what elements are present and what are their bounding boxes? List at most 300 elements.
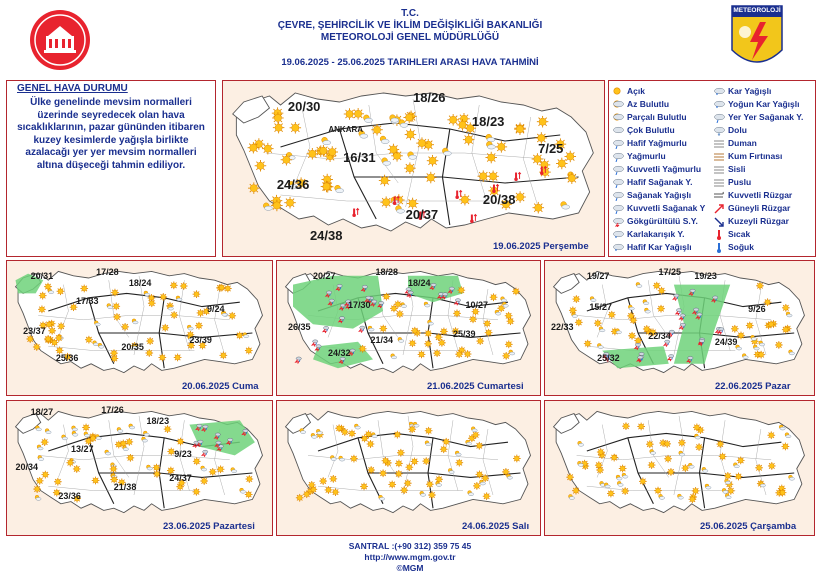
- sun-icon: [170, 281, 178, 289]
- temperature-label: 24/32: [328, 348, 351, 359]
- sun-icon: [481, 474, 489, 482]
- light-snow-icon: [612, 242, 624, 253]
- sun-icon: [595, 461, 603, 469]
- day-map-2: [276, 260, 541, 396]
- sun-icon: [272, 112, 284, 124]
- sun-icon: [408, 425, 416, 433]
- scattered-shower-icon: [713, 112, 725, 123]
- legend-label: Kuvvetli Rüzgar: [728, 190, 793, 200]
- legend-item: [612, 137, 687, 149]
- sun-icon: [158, 354, 166, 362]
- heavy-shower-icon: [612, 203, 624, 214]
- sun-icon: [455, 459, 463, 467]
- legend-item: [612, 98, 669, 110]
- sun-icon: [388, 144, 400, 156]
- temperature-label: 24/38: [309, 228, 343, 243]
- sun-icon: [505, 312, 513, 320]
- sun-icon: [110, 465, 118, 473]
- sun-icon: [397, 449, 405, 457]
- day-date-3: 22.06.2025 Pazar: [715, 381, 791, 392]
- temperature-label: 9/24: [207, 304, 225, 315]
- temperature-label: 25/32: [597, 352, 620, 363]
- legend-item: [713, 176, 751, 188]
- sun-icon: [453, 310, 461, 318]
- legend-item: [713, 163, 745, 175]
- sun-icon: [197, 309, 205, 317]
- temperature-label: 20/30: [287, 99, 321, 114]
- temperature-label: 10/27: [465, 300, 489, 310]
- header-directorate: METEOROLOJİ GENEL MÜDÜRLÜĞÜ: [320, 32, 500, 43]
- sun-icon: [572, 487, 580, 495]
- light-shower-icon: [612, 177, 624, 188]
- turkey-map-main: [223, 81, 603, 255]
- sun-icon: [533, 202, 545, 214]
- turkey-map-day-6: [545, 401, 813, 534]
- sun-icon: [639, 478, 647, 486]
- svg-text:*: *: [716, 93, 718, 98]
- temperature-label: 21/38: [113, 481, 137, 492]
- shower-icon: [612, 190, 624, 201]
- sun-icon: [424, 330, 432, 338]
- temperature-label: 15/27: [589, 302, 612, 313]
- sun-icon: [646, 440, 654, 448]
- sun-icon: [424, 340, 432, 348]
- sun-icon: [193, 457, 201, 465]
- sun-icon: [735, 473, 743, 481]
- legend-item: [713, 111, 803, 123]
- temperature-label: 18/28: [375, 267, 399, 277]
- sun-icon: [153, 464, 161, 472]
- temperature-label: 7/25: [538, 141, 564, 156]
- sun-icon: [477, 170, 489, 182]
- sun-icon: [594, 319, 602, 327]
- legend-item: [612, 202, 705, 214]
- temperature-label: 23/36: [58, 490, 81, 501]
- legend-label: Yer Yer Sağanak Y.: [728, 112, 804, 122]
- sun-icon: [473, 482, 481, 490]
- turkey-map-day-5: [277, 401, 539, 534]
- sun-icon: [174, 354, 182, 362]
- day-date-6: 25.06.2025 Çarşamba: [700, 521, 797, 532]
- sun-icon: [755, 464, 763, 472]
- legend-item: [612, 241, 692, 253]
- general-weather-title: GENEL HAVA DURUMU: [17, 83, 128, 94]
- sun-icon: [224, 285, 232, 293]
- turkey-map-day-3: [545, 261, 813, 394]
- sun-icon: [379, 325, 387, 333]
- sun-icon: [689, 495, 697, 503]
- sun-icon: [332, 488, 340, 496]
- sun-icon: [80, 285, 88, 293]
- sun-icon: [490, 293, 498, 301]
- day-date-2: 21.06.2025 Cumartesi: [427, 381, 524, 392]
- sun-icon: [164, 425, 172, 433]
- sun-icon: [395, 470, 403, 478]
- south-wind-icon: [713, 203, 725, 214]
- sun-cloud-icon: [569, 494, 575, 499]
- sun-icon: [724, 472, 732, 480]
- sun-icon: [127, 454, 135, 462]
- sun-icon: [73, 465, 81, 473]
- temperature-label: 17/30: [348, 300, 371, 310]
- sun-icon: [487, 171, 499, 183]
- turkey-map-day-4: [7, 401, 271, 534]
- legend-label: Güneyli Rüzgar: [728, 203, 791, 213]
- sun-icon: [379, 175, 391, 187]
- legend-label: Karlakarışık Y.: [627, 229, 685, 239]
- sun-icon: [341, 428, 349, 436]
- sun-icon: [92, 477, 100, 485]
- north-wind-icon: [713, 216, 725, 227]
- sun-icon: [411, 458, 419, 466]
- sun-icon: [153, 470, 161, 478]
- legend-item: [713, 228, 750, 240]
- sun-icon: [57, 287, 65, 295]
- sun-icon: [597, 448, 605, 456]
- sun-icon: [307, 148, 319, 160]
- sun-icon: [45, 321, 53, 329]
- temperature-label: 9/26: [748, 304, 766, 315]
- sun-icon: [756, 282, 764, 290]
- sun-icon: [658, 287, 666, 295]
- sun-icon: [418, 351, 426, 359]
- legend-item: [713, 215, 789, 227]
- temperature-label: 18/24: [128, 278, 152, 288]
- sun-icon: [693, 424, 701, 432]
- footer-phone: SANTRAL :(+90 312) 359 75 45: [348, 541, 472, 551]
- legend-label: Sisli: [728, 164, 746, 174]
- sun-icon: [612, 86, 624, 97]
- legend-label: Çok Bulutlu: [627, 125, 675, 135]
- temperature-label: 20/38: [482, 192, 516, 207]
- sun-icon: [245, 491, 253, 499]
- sun-icon: [111, 355, 119, 363]
- temperature-label: 17/25: [658, 267, 682, 277]
- legend-box: [608, 80, 816, 257]
- temperature-label: 25/39: [453, 328, 476, 339]
- sun-icon: [290, 122, 302, 134]
- sun-icon: [44, 283, 52, 291]
- temperature-label: 22/33: [551, 322, 574, 332]
- sun-icon: [483, 492, 491, 500]
- sun-icon: [425, 427, 433, 435]
- hail-icon: [713, 125, 725, 136]
- sun-icon: [236, 332, 244, 340]
- sun-icon: [727, 487, 735, 495]
- sun-icon: [512, 288, 520, 296]
- sun-icon: [296, 494, 304, 502]
- sun-icon: [457, 286, 465, 294]
- main-forecast-map: [222, 80, 605, 257]
- sun-icon: [119, 440, 127, 448]
- sun-icon: [255, 160, 267, 172]
- sun-icon: [442, 438, 450, 446]
- legend-label: Kar Yağışlı: [728, 86, 772, 96]
- sun-icon: [622, 422, 630, 430]
- legend-item: [612, 163, 701, 175]
- sun-icon: [396, 310, 404, 318]
- sun-icon: [248, 182, 260, 194]
- sun-icon: [318, 145, 330, 157]
- sun-icon: [426, 480, 434, 488]
- sun-icon: [507, 317, 515, 325]
- sun-icon: [360, 483, 368, 491]
- thunderstorm-icon: [296, 357, 302, 364]
- sun-icon: [281, 154, 293, 166]
- legend-label: Kuvvetli Yağmurlu: [627, 164, 702, 174]
- sun-icon: [228, 312, 236, 320]
- legend-label: Soğuk: [728, 242, 754, 252]
- sun-icon: [193, 488, 201, 496]
- sun-icon: [200, 477, 208, 485]
- temperature-label: 18/23: [471, 114, 505, 129]
- day-map-3: [544, 260, 815, 396]
- sandstorm-icon: [713, 151, 725, 162]
- meteoroloji-logo: [730, 4, 784, 74]
- heavy-snow-icon: [713, 99, 725, 110]
- smoke-icon: [713, 138, 725, 149]
- footer-url[interactable]: http://www.mgm.gov.tr: [364, 552, 456, 562]
- sun-icon: [719, 453, 727, 461]
- sun-icon: [394, 300, 402, 308]
- legend-label: Gökgürültülü S.Y.: [627, 216, 698, 226]
- temperature-label: 22/34: [648, 330, 671, 341]
- sun-icon: [584, 340, 592, 348]
- legend-item: [713, 98, 799, 110]
- sun-icon: [485, 329, 493, 337]
- sun-icon: [628, 332, 636, 340]
- sun-icon: [537, 116, 549, 128]
- header-forecast-range: 19.06.2025 - 25.06.2025 TARIHLERI ARASI HAVA TAHMİNİ: [281, 57, 539, 68]
- sun-icon: [682, 464, 690, 472]
- sun-icon: [469, 315, 477, 323]
- sun-icon: [319, 477, 327, 485]
- legend-item: [713, 202, 790, 214]
- sun-icon: [566, 473, 574, 481]
- temperature-label: 17/33: [76, 295, 99, 306]
- rain-icon: [612, 151, 624, 162]
- sun-icon: [427, 155, 439, 167]
- hot-icon: [713, 229, 725, 240]
- sun-icon: [692, 487, 700, 495]
- legend-label: Hafif Yağmurlu: [627, 138, 687, 148]
- temperature-label: 20/35: [121, 341, 144, 352]
- sun-icon: [565, 151, 577, 163]
- sun-icon: [737, 332, 745, 340]
- legend-item: [612, 124, 675, 136]
- legend-label: Kum Fırtınası: [728, 151, 783, 161]
- temperature-label: 20/27: [313, 271, 336, 282]
- sun-icon: [411, 327, 419, 335]
- day-date-4: 23.06.2025 Pazartesi: [163, 521, 255, 532]
- sun-icon: [654, 487, 662, 495]
- sun-icon: [463, 134, 475, 146]
- sun-icon: [695, 443, 703, 451]
- legend-label: Sıcak: [728, 229, 751, 239]
- temperature-label: 18/23: [146, 415, 170, 426]
- sun-icon: [41, 471, 49, 479]
- legend-item: [612, 111, 687, 123]
- temperature-label: 18/27: [30, 407, 54, 417]
- sun-icon: [180, 282, 188, 290]
- sun-icon: [737, 457, 745, 465]
- sun-icon: [262, 143, 274, 155]
- sun-icon: [502, 468, 510, 476]
- sun-icon: [767, 431, 775, 439]
- sun-cloud-icon: [612, 112, 624, 123]
- temperature-label: 19/27: [586, 271, 610, 282]
- legend-item: [612, 150, 666, 162]
- sun-icon: [422, 457, 430, 465]
- sun-icon: [217, 465, 225, 473]
- turkey-outline: [288, 411, 531, 512]
- sun-icon: [746, 322, 754, 330]
- sun-icon: [54, 478, 62, 486]
- sun-icon: [514, 123, 526, 135]
- sun-icon: [55, 334, 63, 342]
- snow-icon: [713, 86, 725, 97]
- sun-icon: [637, 423, 645, 431]
- sun-icon: [248, 142, 260, 154]
- sun-icon: [731, 325, 739, 333]
- sun-icon: [768, 462, 776, 470]
- sun-icon: [405, 463, 413, 471]
- sun-icon: [57, 322, 65, 330]
- temperature-label: 20/37: [405, 207, 439, 222]
- sun-icon: [33, 485, 41, 493]
- sun-icon: [41, 438, 49, 446]
- sun-icon: [483, 320, 491, 328]
- sun-icon: [145, 349, 153, 357]
- sun-icon: [657, 305, 665, 313]
- sun-icon: [513, 455, 521, 463]
- sun-icon: [648, 461, 656, 469]
- temperature-label: 13/27: [70, 444, 94, 455]
- sun-icon: [409, 339, 417, 347]
- sun-icon: [326, 146, 338, 158]
- sun-icon: [575, 319, 583, 327]
- sun-icon: [367, 466, 375, 474]
- sun-icon: [394, 431, 402, 439]
- sun-icon: [404, 162, 416, 174]
- legend-item: [612, 85, 645, 97]
- temperature-label: 23/37: [23, 326, 46, 337]
- sun-icon: [146, 337, 154, 345]
- sun-icon: [447, 114, 459, 126]
- sun-icon: [404, 479, 412, 487]
- sun-icon: [775, 341, 783, 349]
- temperature-label: 23/39: [189, 335, 212, 346]
- sun-icon: [39, 292, 47, 300]
- temperature-label: 17/26: [101, 404, 124, 415]
- cold-icon: [713, 242, 725, 253]
- haze-icon: [713, 177, 725, 188]
- city-label-ankara: ANKARA: [328, 124, 364, 134]
- sun-icon: [125, 438, 133, 446]
- sun-icon: [325, 486, 333, 494]
- legend-label: Az Bulutlu: [627, 99, 670, 109]
- sun-icon: [350, 455, 358, 463]
- sun-icon: [273, 122, 285, 134]
- svg-text:*: *: [615, 236, 617, 241]
- legend-item: [713, 124, 747, 136]
- sun-icon: [352, 108, 364, 120]
- sun-icon: [159, 293, 167, 301]
- sleet-icon: [612, 229, 624, 240]
- sun-icon: [380, 196, 392, 208]
- sun-icon: [664, 455, 672, 463]
- sun-icon: [663, 440, 671, 448]
- temperature-label: 20/31: [30, 271, 54, 282]
- sun-icon: [627, 312, 635, 320]
- sun-icon: [440, 445, 448, 453]
- sun-icon: [66, 459, 74, 467]
- sun-icon: [367, 440, 375, 448]
- temperature-label: 20/34: [15, 462, 39, 472]
- legend-item: [612, 189, 691, 201]
- sun-icon: [678, 439, 686, 447]
- sun-icon: [496, 141, 508, 153]
- sun-icon: [308, 481, 316, 489]
- light-rain-icon: [612, 138, 624, 149]
- legend-item: [713, 150, 782, 162]
- sun-icon: [388, 481, 396, 489]
- sun-icon: [782, 326, 790, 334]
- sun-icon: [440, 328, 448, 336]
- temperature-label: 18/24: [408, 278, 431, 288]
- sun-icon: [779, 489, 787, 497]
- day-map-4: [6, 400, 273, 536]
- header-tc: T.C.: [401, 8, 419, 19]
- sun-icon: [435, 475, 443, 483]
- sun-icon: [219, 352, 227, 360]
- legend-label: Parçalı Bulutlu: [627, 112, 687, 122]
- sun-icon: [395, 460, 403, 468]
- sun-icon: [335, 424, 343, 432]
- sun-icon: [556, 158, 568, 170]
- sun-icon: [435, 333, 443, 341]
- day-date-5: 24.06.2025 Salı: [462, 521, 530, 532]
- legend-label: Açık: [627, 86, 645, 96]
- sun-icon: [464, 350, 472, 358]
- temperature-label: 21/34: [370, 335, 394, 346]
- general-weather-box: [6, 80, 216, 257]
- legend-label: Duman: [728, 138, 757, 148]
- sun-icon: [245, 347, 253, 355]
- sun-icon: [569, 306, 577, 314]
- sun-icon: [428, 491, 436, 499]
- sun-icon: [405, 129, 417, 141]
- footer-copyright: ©MGM: [396, 563, 424, 573]
- legend-item: [612, 176, 693, 188]
- sun-icon: [425, 172, 437, 184]
- sun-icon: [193, 290, 201, 298]
- sun-icon: [113, 313, 121, 321]
- sun-icon: [33, 343, 41, 351]
- temperature-label: 18/26: [413, 90, 446, 105]
- legend-label: Hafif Sağanak Y.: [627, 177, 693, 187]
- heavy-rain-icon: [612, 164, 624, 175]
- sun-icon: [382, 457, 390, 465]
- legend-item: [713, 137, 757, 149]
- sun-icon: [455, 350, 463, 358]
- day-map-6: [544, 400, 815, 536]
- cloud-icon: [612, 125, 624, 136]
- temperature-label: 9/23: [174, 448, 192, 459]
- temperature-label: 26/35: [288, 322, 311, 332]
- strong-wind-icon: [713, 190, 725, 201]
- legend-label: Yoğun Kar Yağışlı: [728, 99, 800, 109]
